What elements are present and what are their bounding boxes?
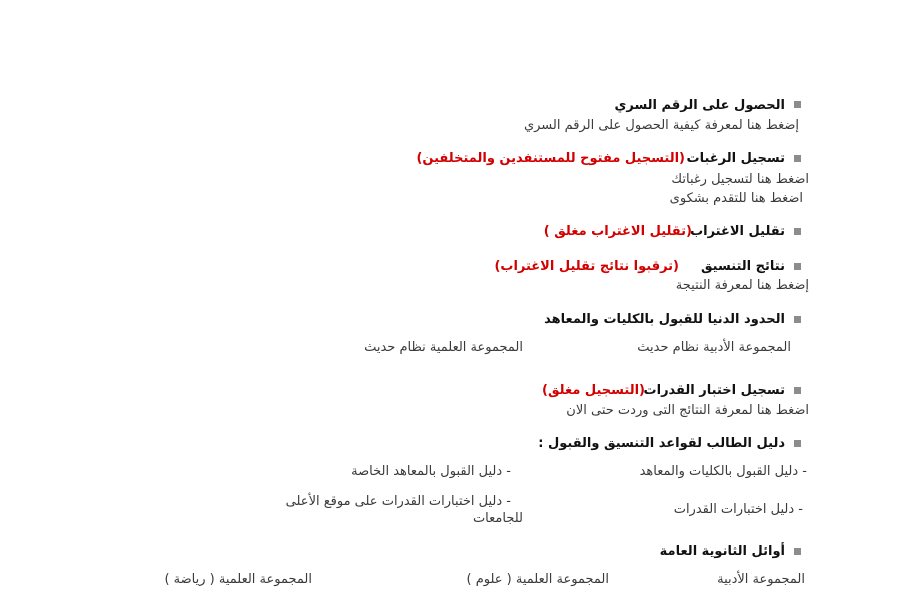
top-math-link[interactable]: المجموعة العلمية ( رياضة ) xyxy=(164,572,312,587)
transfer-title: تقليل الاغتراب xyxy=(690,224,785,239)
wishes-complaint-link[interactable]: اضغط هنا للتقدم بشكوى xyxy=(669,191,803,206)
guide-supreme-council-link[interactable]: - دليل اختبارات القدرات على موقع الأعلى xyxy=(285,494,511,509)
guide-title: دليل الطالب لقواعد التنسيق والقبول : xyxy=(538,436,785,451)
guide-supreme-council-link-line2[interactable]: للجامعات xyxy=(472,511,523,526)
aptitude-title: تسجيل اختبار القدرات xyxy=(643,383,785,398)
bullet-pin xyxy=(794,101,801,108)
results-title: نتائج التنسيق xyxy=(700,259,785,274)
wishes-register-link[interactable]: اضغط هنا لتسجيل رغباتك xyxy=(671,172,809,187)
bullet-top xyxy=(794,548,801,555)
pin-title: الحصول على الرقم السري xyxy=(614,98,785,113)
top-literary-link[interactable]: المجموعة الأدبية xyxy=(717,572,805,587)
wishes-title: تسجيل الرغبات xyxy=(686,151,785,166)
top-science-link[interactable]: المجموعة العلمية ( علوم ) xyxy=(466,572,609,587)
aptitude-status: (التسجيل مغلق) xyxy=(542,383,645,398)
bullet-aptitude xyxy=(794,387,801,394)
minimums-scientific-link[interactable]: المجموعة العلمية نظام حديث xyxy=(364,340,523,355)
pin-link[interactable]: إضغط هنا لمعرفة كيفية الحصول على الرقم السري xyxy=(523,118,799,133)
minimums-title: الحدود الدنيا للقبول بالكليات والمعاهد xyxy=(544,312,785,327)
bullet-transfer xyxy=(794,228,801,235)
minimums-literary-link[interactable]: المجموعة الأدبية نظام حديث xyxy=(637,340,791,355)
guide-aptitude-tests-link[interactable]: - دليل اختبارات القدرات xyxy=(673,502,803,517)
results-status: (ترقبوا نتائج تقليل الاغتراب) xyxy=(494,259,679,274)
top-title: أوائل الثانوية العامة xyxy=(659,544,785,559)
bullet-results xyxy=(794,263,801,270)
bullet-guide xyxy=(794,440,801,447)
aptitude-link[interactable]: اضغط هنا لمعرفة النتائج التى وردت حتى الان xyxy=(566,403,809,418)
bullet-minimums xyxy=(794,316,801,323)
guide-colleges-link[interactable]: - دليل القبول بالكليات والمعاهد xyxy=(639,464,807,479)
transfer-status: (تقليل الاغتراب مغلق ) xyxy=(543,224,692,239)
bullet-wishes xyxy=(794,155,801,162)
results-link[interactable]: إضغط هنا لمعرفة النتيجة xyxy=(675,278,809,293)
wishes-status: (التسجيل مفتوح للمستنفدين والمتخلفين) xyxy=(416,151,685,166)
guide-private-institutes-link[interactable]: - دليل القبول بالمعاهد الخاصة xyxy=(351,464,511,479)
